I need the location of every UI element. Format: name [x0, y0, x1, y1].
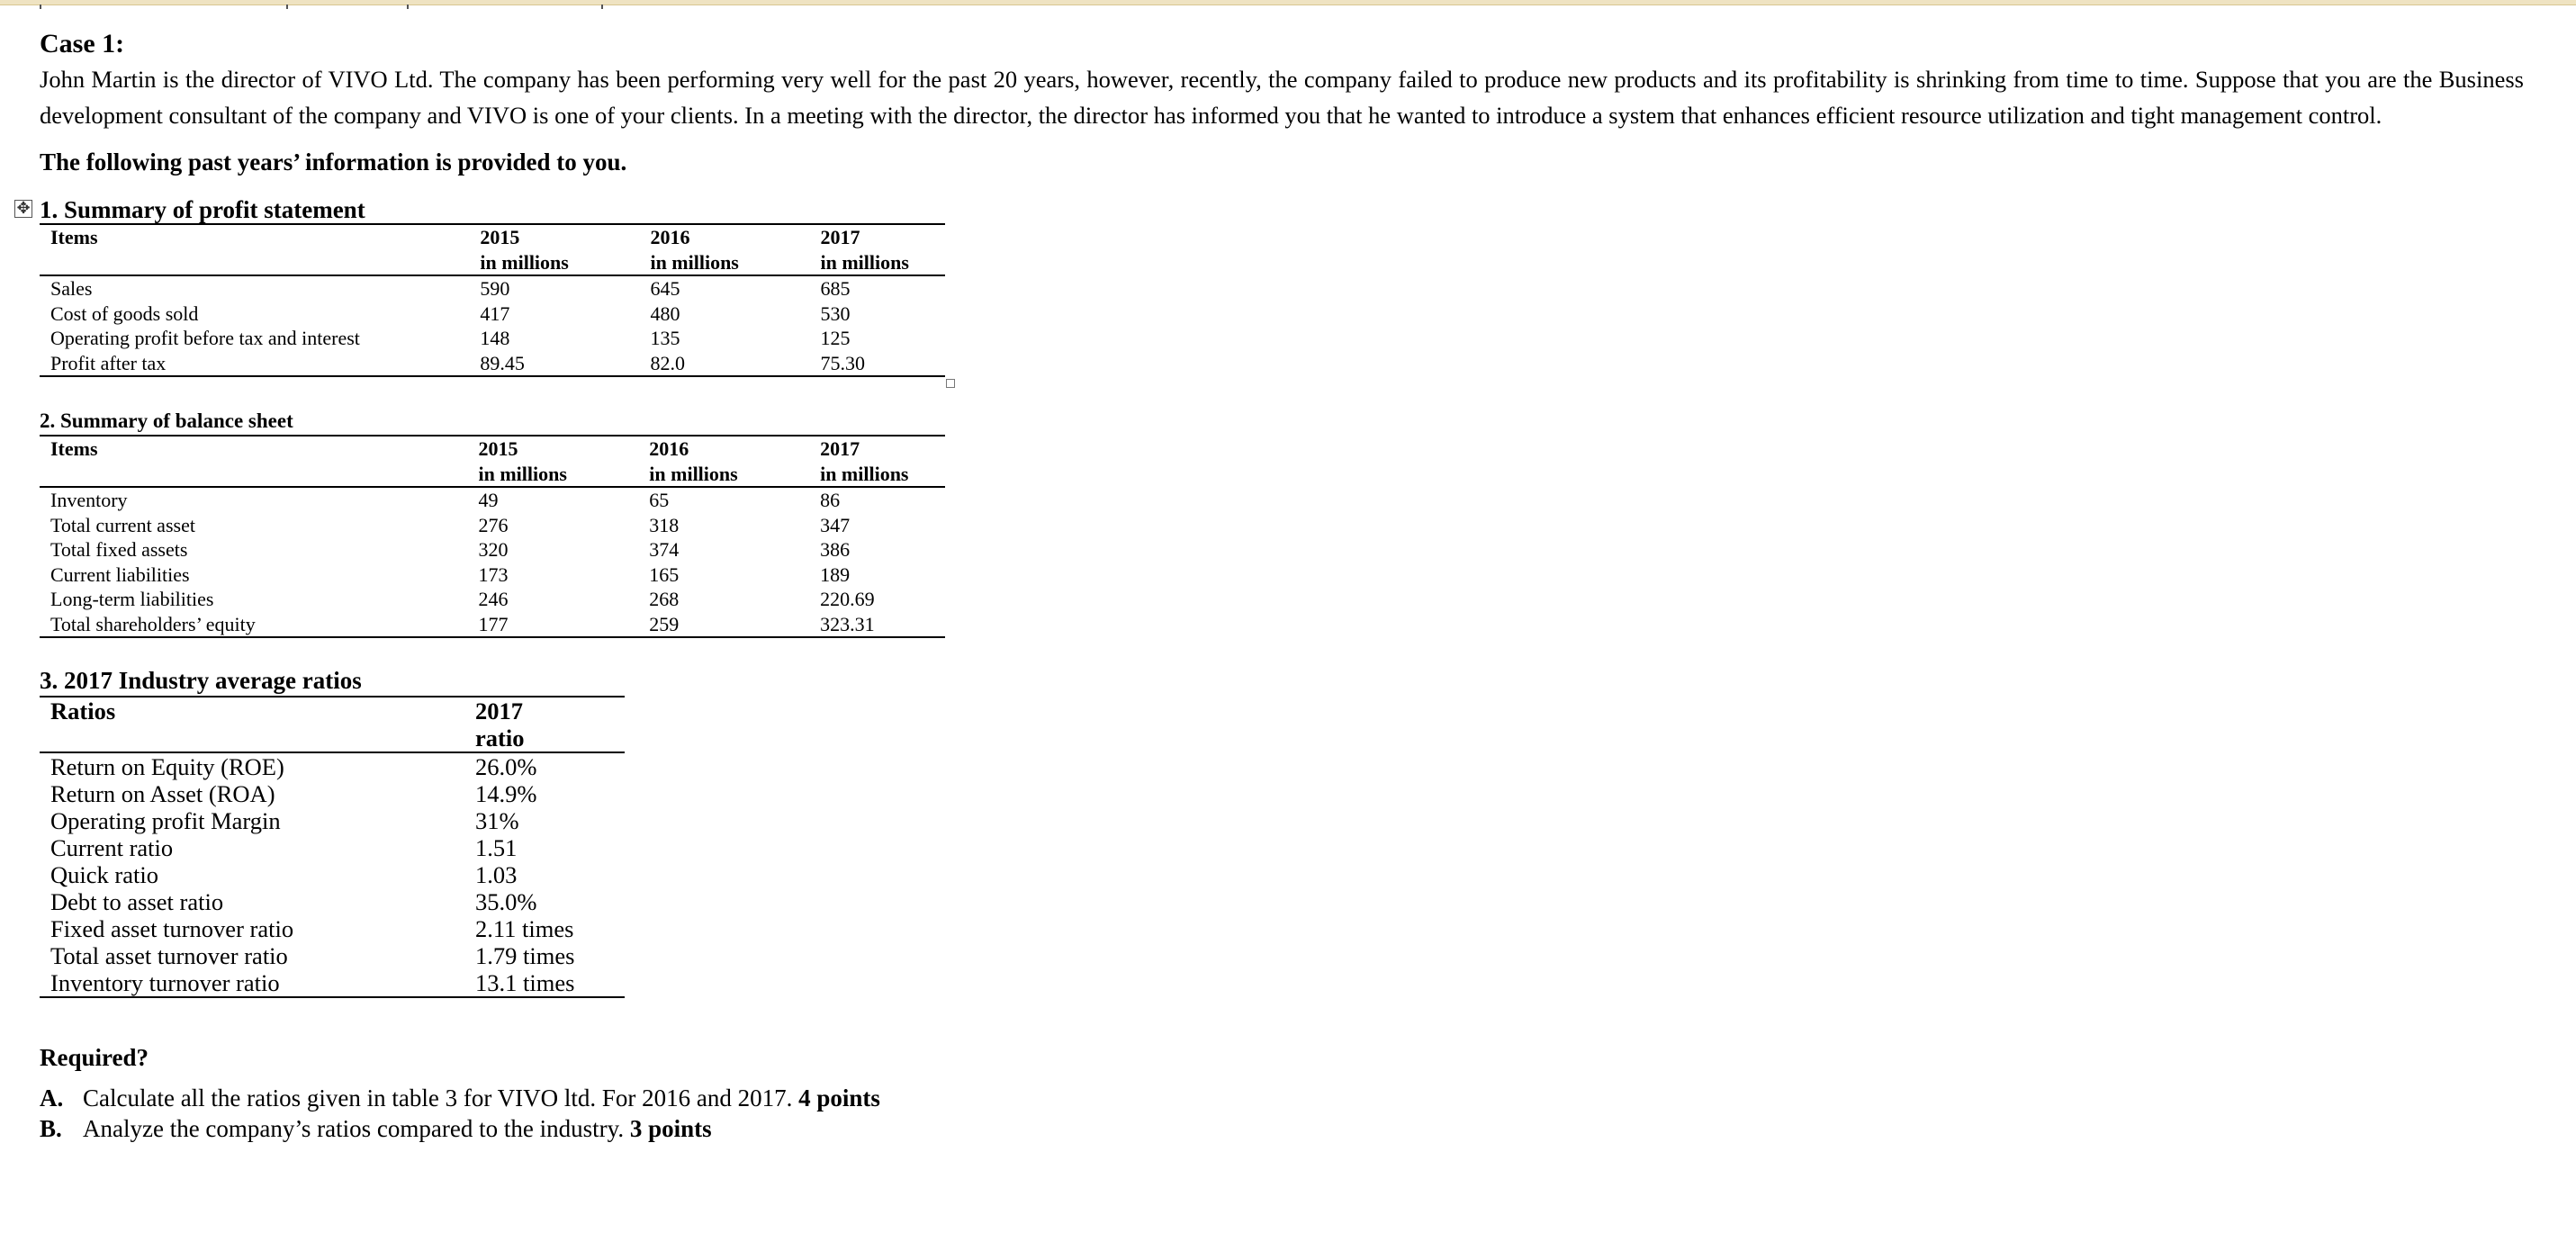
profit-statement-table [40, 223, 945, 377]
row-label: Profit after tax [40, 351, 469, 377]
cell-value: 318 [649, 513, 680, 536]
table-row [40, 275, 945, 302]
cell-value: 14.9% [475, 780, 537, 807]
industry-ratios-table [40, 696, 625, 998]
table-row [40, 612, 945, 638]
row-label: Total shareholders’ equity [40, 612, 467, 638]
cell-value: 220.69 [820, 588, 875, 610]
cell-value: 530 [820, 302, 851, 325]
row-label: Total current asset [50, 513, 195, 536]
table-row [40, 807, 625, 834]
cell-value: 1.03 [475, 861, 518, 888]
year-header: 2015 [469, 224, 639, 250]
row-label: Current liabilities [50, 562, 190, 586]
cell-value: 173 [478, 562, 509, 586]
table-header-row [40, 224, 945, 250]
cell-value: 386 [820, 538, 851, 561]
cell-value: 259 [638, 612, 809, 638]
table-row [40, 537, 945, 562]
table-row [40, 834, 625, 861]
table-row [40, 326, 945, 351]
row-label: Debt to asset ratio [50, 888, 224, 915]
cell-value: 26.0% [475, 753, 537, 780]
cell-value: 268 [649, 588, 680, 610]
unit-header: in millions [467, 462, 638, 488]
cell-value: 125 [820, 327, 851, 349]
year-header: 2017 [464, 697, 625, 724]
cell-value: 49 [478, 489, 499, 511]
unit-header: ratio [464, 724, 625, 752]
table-unit-row [40, 462, 945, 488]
table-row [40, 888, 625, 915]
table-header-row [40, 436, 945, 462]
unit-header: in millions [809, 250, 945, 276]
table-resize-handle[interactable] [946, 379, 955, 388]
year-header: 2017 [809, 224, 945, 250]
item-text: Calculate all the ratios given in table 3 for VIVO ltd. For 2016 and 2017. [83, 1084, 799, 1112]
table-row [40, 780, 625, 807]
row-label: Operating profit Margin [50, 807, 281, 834]
cell-value: 148 [480, 327, 510, 349]
year-header: 2015 [467, 436, 638, 462]
year-header: 2017 [809, 436, 945, 462]
ruler-ticks [0, 4, 2576, 10]
unit-header: in millions [809, 462, 945, 488]
move-handle-icon[interactable]: ✥ [14, 200, 32, 218]
cell-value: 82.0 [639, 351, 809, 377]
required-item [40, 1113, 2524, 1144]
document-page [16, 27, 2524, 1144]
row-label: Sales [50, 277, 93, 300]
required-item [40, 1083, 2524, 1113]
cell-value: 276 [478, 513, 509, 536]
item-letter: B. [40, 1115, 62, 1142]
table-row [40, 861, 625, 888]
cell-value: 374 [649, 538, 680, 561]
industry-ratios-heading: 3. 2017 Industry average ratios [40, 667, 362, 694]
table-row [40, 351, 945, 377]
cell-value: 246 [478, 588, 509, 610]
unit-header: in millions [469, 250, 639, 276]
cell-value: 480 [650, 302, 680, 325]
row-label: Inventory turnover ratio [40, 969, 464, 997]
item-points: 4 points [798, 1084, 880, 1112]
row-label: Cost of goods sold [50, 302, 199, 325]
row-label: Quick ratio [50, 861, 158, 888]
row-label: Long-term liabilities [50, 588, 214, 610]
row-label: Inventory [50, 489, 128, 511]
items-header: Items [40, 224, 469, 250]
table-row [40, 587, 945, 612]
cell-value: 2.11 times [475, 915, 574, 942]
cell-value: 590 [480, 277, 510, 300]
cell-value: 1.51 [475, 834, 518, 861]
cell-value: 323.31 [809, 612, 945, 638]
table-row [40, 969, 625, 997]
item-letter: A. [40, 1084, 64, 1112]
balance-sheet-table [40, 435, 945, 638]
balance-sheet-section [40, 408, 2524, 638]
items-header: Items [40, 436, 467, 462]
row-label: Fixed asset turnover ratio [50, 915, 294, 942]
table-unit-row [40, 724, 625, 752]
cell-value: 135 [650, 327, 680, 349]
cell-value: 165 [649, 562, 680, 586]
cell-value: 13.1 times [464, 969, 625, 997]
balance-sheet-heading: 2. Summary of balance sheet [40, 410, 293, 432]
row-label: Return on Equity (ROE) [50, 753, 284, 780]
row-label: Return on Asset (ROA) [50, 780, 275, 807]
profit-statement-heading: 1. Summary of profit statement [40, 196, 365, 223]
blank-cell [40, 724, 464, 752]
table-row [40, 942, 625, 969]
cell-value: 75.30 [809, 351, 945, 377]
cell-value: 65 [649, 489, 670, 511]
year-header: 2016 [639, 224, 809, 250]
cell-value: 1.79 times [475, 942, 575, 969]
cell-value: 645 [650, 277, 680, 300]
table-header-row [40, 697, 625, 724]
cell-value: 685 [820, 277, 851, 300]
table-row [40, 562, 945, 588]
required-title: Required? [40, 1044, 149, 1071]
case-title: Case 1: [40, 29, 125, 58]
table-row [40, 302, 945, 327]
blank-cell [40, 462, 467, 488]
given-info-heading: The following past years’ information is provided to you. [40, 148, 627, 176]
profit-statement-section [16, 196, 2524, 377]
cell-value: 417 [480, 302, 510, 325]
unit-header: in millions [638, 462, 809, 488]
row-label: Total fixed assets [50, 538, 188, 561]
cell-value: 86 [820, 489, 841, 511]
ratios-header: Ratios [40, 697, 464, 724]
table-row [40, 915, 625, 942]
required-section [40, 1040, 2524, 1144]
row-label: Total asset turnover ratio [50, 942, 288, 969]
row-label: Operating profit before tax and interest [50, 327, 360, 349]
table-row [40, 513, 945, 538]
table-row [40, 752, 625, 780]
cell-value: 189 [820, 562, 851, 586]
table-row [40, 487, 945, 513]
case-intro: John Martin is the director of VIVO Ltd. The company has been performing very well for the past 20 years, however, recently, the company failed to produce new products and its profitability is shrinking from time to time. Suppose that you are the Business development consultant of the company and VIVO is one of your clients. In a meeting with the director, the director has informed you that he wanted to introduce a system that enhances efficient resource utilization and tight management control. [40, 66, 2524, 129]
cell-value: 89.45 [469, 351, 639, 377]
cell-value: 320 [478, 538, 509, 561]
cell-value: 31% [475, 807, 519, 834]
cell-value: 35.0% [475, 888, 537, 915]
row-label: Current ratio [50, 834, 174, 861]
item-points: 3 points [629, 1115, 712, 1142]
industry-ratios-section [40, 665, 2524, 998]
item-text: Analyze the company’s ratios compared to the industry. [83, 1115, 630, 1142]
cell-value: 347 [820, 513, 851, 536]
cell-value: 177 [467, 612, 638, 638]
year-header: 2016 [638, 436, 809, 462]
table-unit-row [40, 250, 945, 276]
blank-cell [40, 250, 469, 276]
unit-header: in millions [639, 250, 809, 276]
